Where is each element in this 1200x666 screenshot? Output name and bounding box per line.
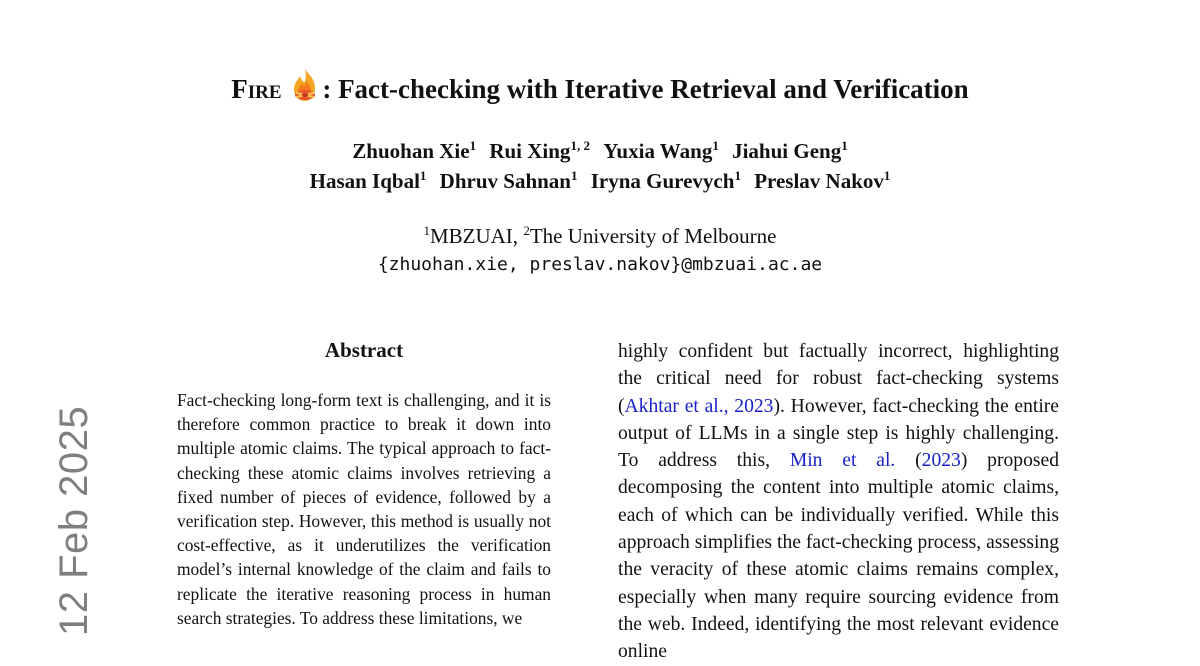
introduction-text: highly confident but factually incorrect, highlighting the critical need for robust fact-checking systems (Akhtar et al., 2023). However, fact-checking the entire output of LLMs in a single step is highly challenging. To address this, Min et al. (2023) proposed decomposing the content into multiple atomic claims, each of which can be individually verified. While this approach simplifies the fact-checking process, assessing the veracity of these atomic claims remains complex, especially when many require sourcing evidence from the web. Indeed, identifying the most relevant evidence online — [618, 341, 1060, 663]
citation-link[interactable]: Min et al. — [789, 450, 896, 472]
citation-link[interactable]: 2023 — [921, 450, 961, 472]
fire-icon — [288, 68, 322, 104]
author: Yuxia Wang$^1$ — [603, 138, 719, 163]
title-system-name: Fire — [231, 74, 282, 104]
contact-email: {zhuohan.xie, preslav.nakov}@mbzuai.ac.ae — [377, 254, 823, 275]
author: Dhruv Sahnan$^1$ — [439, 168, 578, 193]
citation-link[interactable]: Akhtar et al., 2023 — [624, 395, 774, 417]
paper-title — [0, 68, 1200, 107]
author: Rui Xing$^{1, 2}$ — [489, 138, 590, 163]
author-row-2 — [0, 166, 1200, 196]
author: Jiahui Geng$^1$ — [732, 138, 848, 163]
author-row-1 — [0, 136, 1200, 166]
abstract-text: Fact-checking long-form text is challenging, and it is therefore common practice to break it down into multiple atomic claims. The typical approach to fact-checking these atomic claims involves retrieving a fixed number of pieces of evidence, followed by a verification step. However, this method is usually not cost-effective, as it underutilizes the verification model’s internal knowledge of the claim and fails to replicate the iterative reasoning process in human search strategies. To address these limitations, we — [177, 390, 551, 628]
author: Preslav Nakov$^1$ — [754, 168, 891, 193]
author: Iryna Gurevych$^1$ — [590, 168, 741, 193]
author-list — [0, 136, 1200, 196]
author: Zhuohan Xie$^1$ — [352, 138, 477, 163]
title-text: : Fact-checking with Iterative Retrieval and Verification — [322, 74, 969, 104]
abstract-heading: Abstract — [324, 338, 404, 362]
arxiv-date-stamp: 12 Feb 2025 — [52, 405, 96, 636]
affiliations: $^1$MBZUAI, $^2$The University of Melbourne — [423, 223, 777, 248]
author: Hasan Iqbal$^1$ — [309, 168, 427, 193]
